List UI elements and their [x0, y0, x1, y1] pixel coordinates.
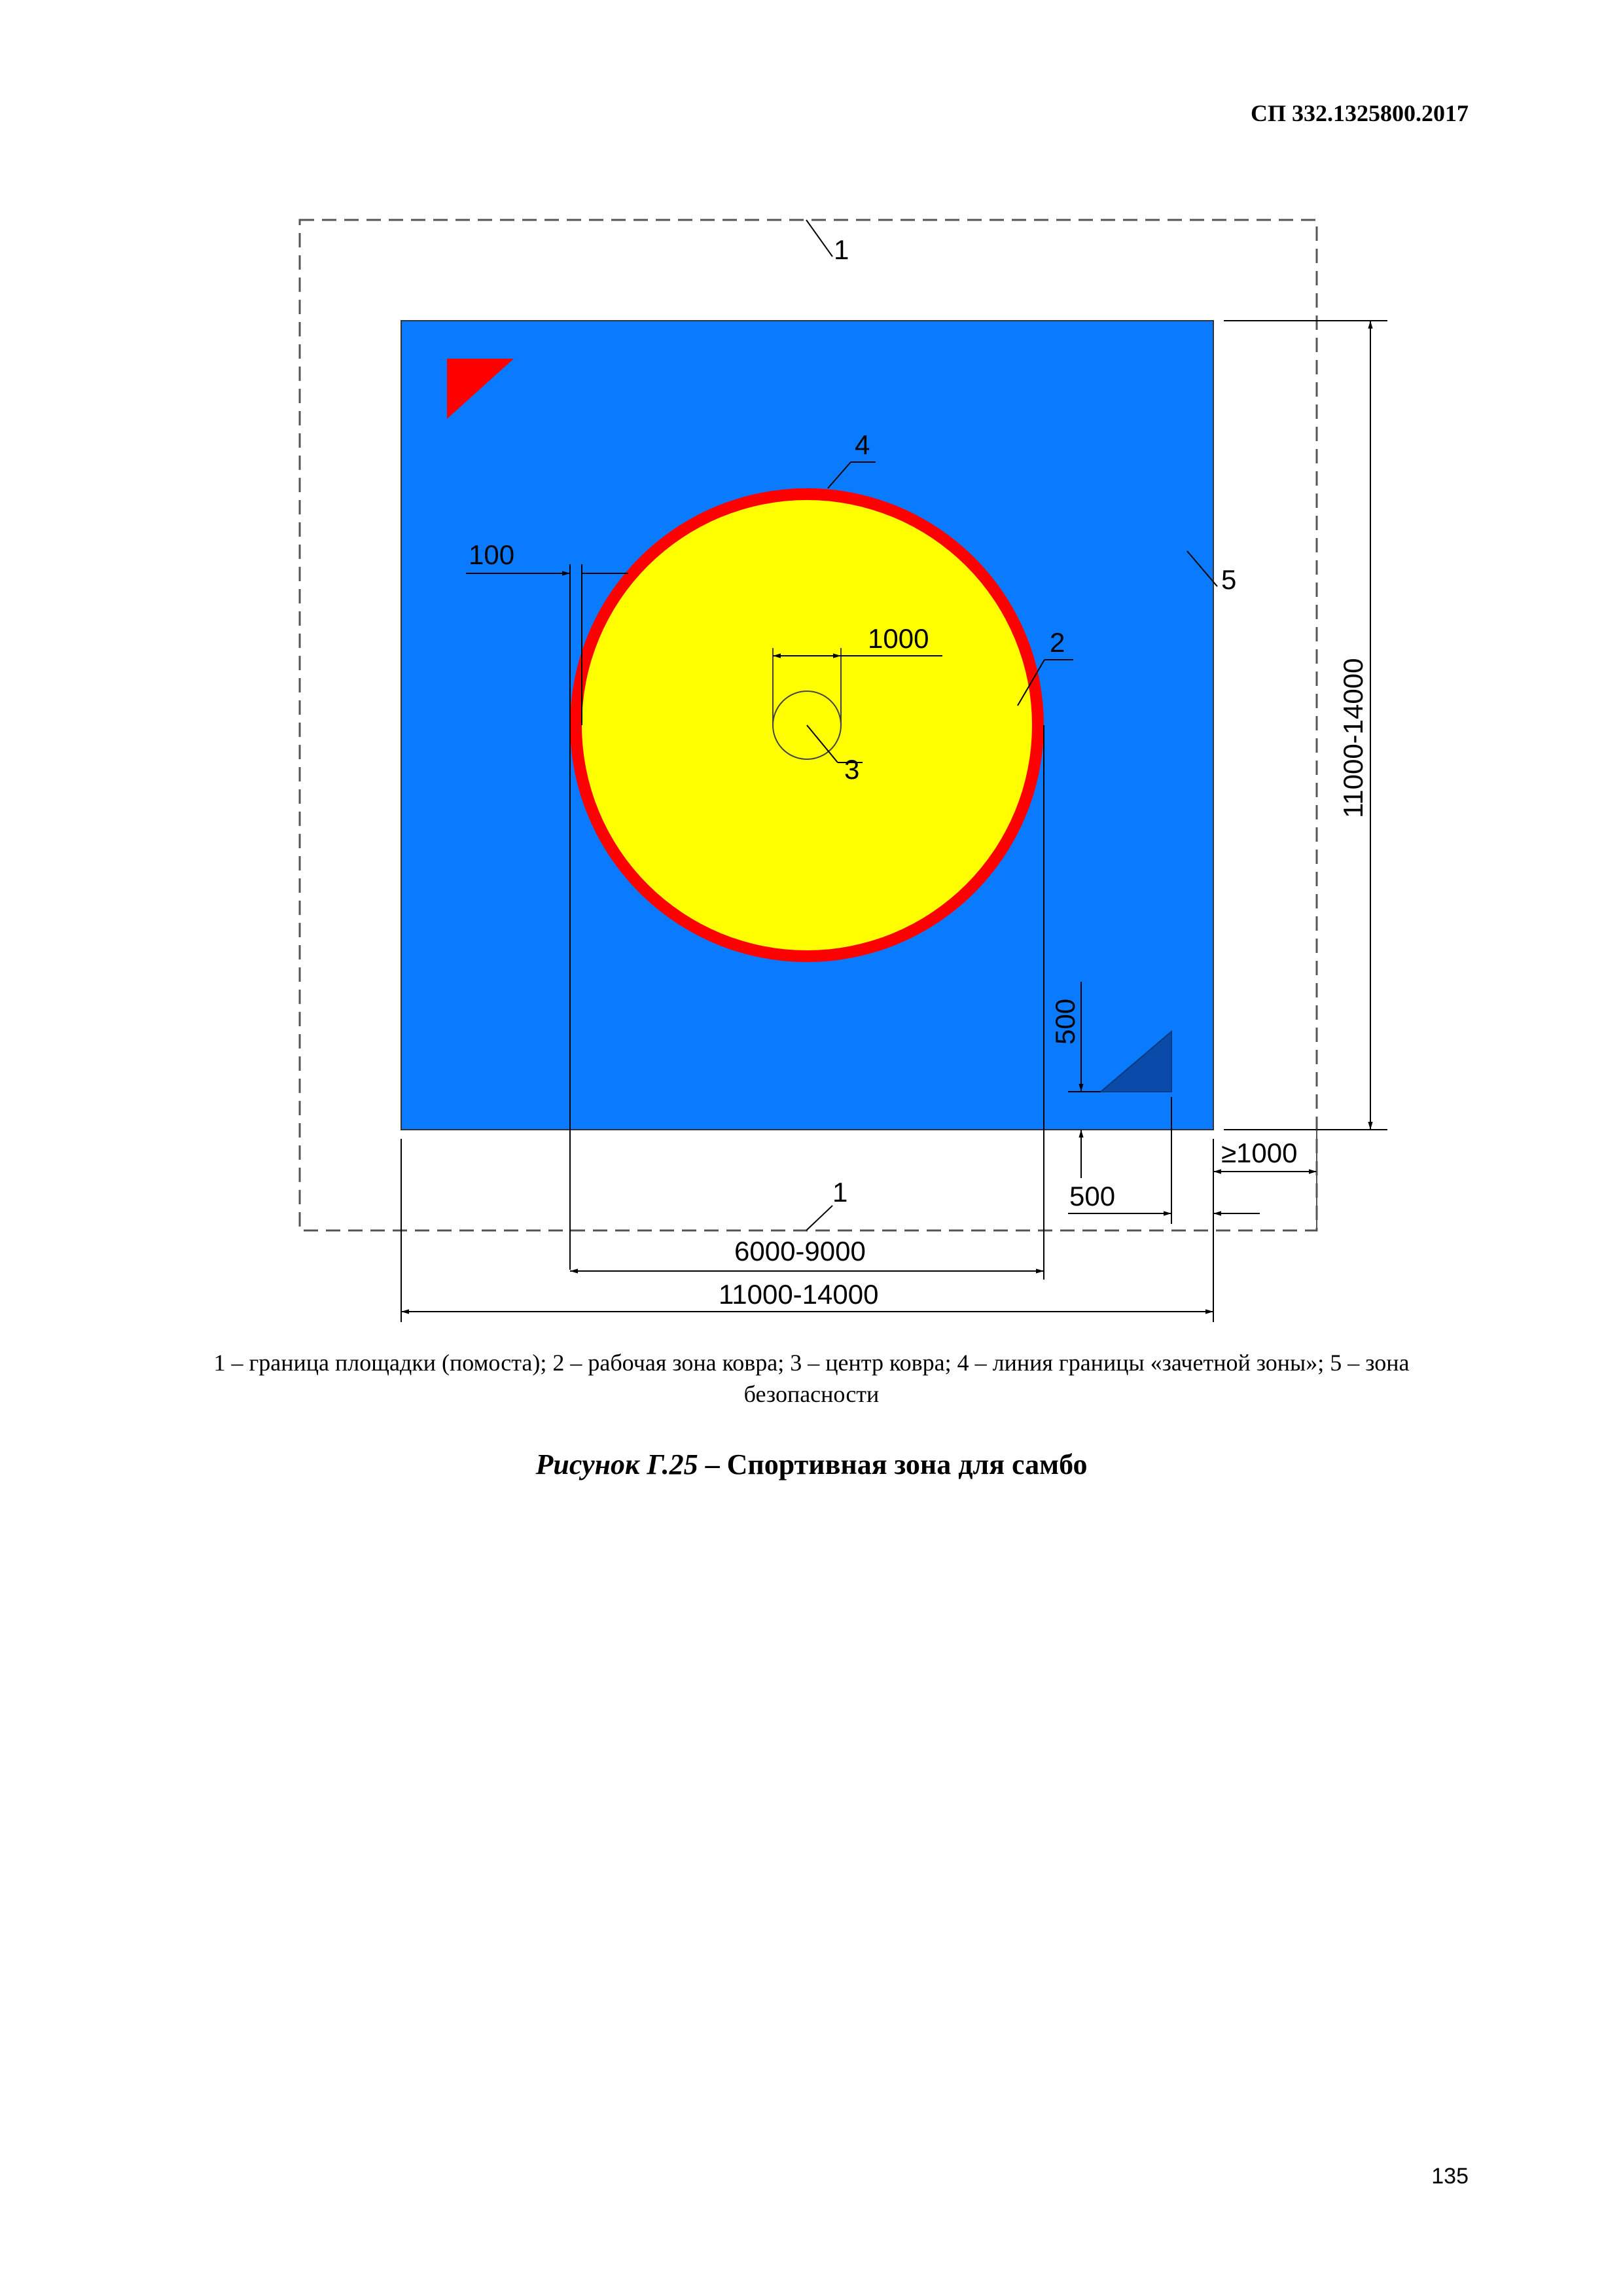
- page-number: 135: [1431, 2164, 1469, 2189]
- figure-caption: [0, 1448, 1623, 1481]
- figure-title: – Спортивная зона для самбо: [698, 1448, 1088, 1480]
- callout-5: 5: [1221, 564, 1237, 595]
- center-diameter-label: 1000: [868, 623, 929, 654]
- corner-vertical-offset-label: 500: [1050, 998, 1080, 1045]
- figure-legend: 1 – граница площадки (помоста); 2 – рабочая зона ковра; 3 – центр ковра; 4 – линия границы «зачетной зоны»; 5 – зона безопасности: [213, 1350, 1410, 1407]
- work-zone-size-label: 6000-9000: [734, 1236, 866, 1266]
- figure-number: Рисунок Г.25: [535, 1448, 698, 1480]
- callout-3: 3: [844, 754, 860, 785]
- ring-width-label: 100: [469, 539, 515, 570]
- mat-width-label: 11000-14000: [719, 1279, 879, 1310]
- callout-1-top: 1: [834, 234, 849, 265]
- document-code: СП 332.1325800.2017: [1251, 100, 1469, 126]
- callout-2: 2: [1050, 627, 1065, 658]
- margin-min-label: ≥1000: [1221, 1138, 1298, 1168]
- callout-1-bottom: 1: [832, 1177, 848, 1208]
- corner-horizontal-offset-label: 500: [1069, 1181, 1116, 1211]
- mat-height-label: 11000-14000: [1338, 658, 1368, 818]
- callout-4: 4: [855, 429, 870, 460]
